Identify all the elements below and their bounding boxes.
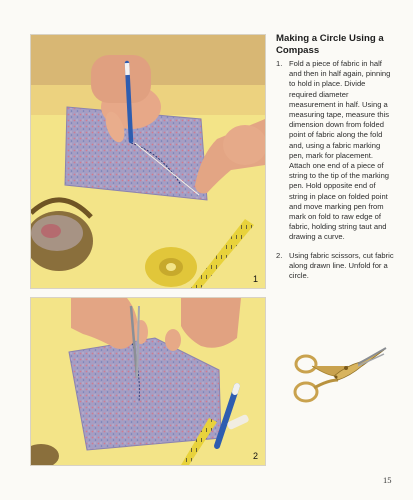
step-1: [276, 59, 394, 243]
instructions-column: [276, 33, 394, 281]
photo-step-1-image: [31, 35, 265, 288]
photo-step-2: [30, 297, 266, 466]
photo-step-2-image: [31, 298, 265, 465]
step-2: [276, 251, 394, 282]
photo-step-2-number: 2: [252, 451, 258, 461]
photo-step-1: [30, 34, 266, 289]
step-2-text: Using fabric scissors, cut fabric along drawn line. Unfold for a circle.: [289, 250, 394, 281]
page-number: 15: [383, 475, 392, 485]
section-heading: Making a Circle Using a Compass: [276, 33, 384, 56]
step-1-number: 1.: [276, 59, 283, 68]
steps-list: [276, 59, 394, 281]
photo-step-1-number: 1: [252, 274, 258, 284]
step-2-number: 2.: [276, 250, 283, 260]
stork-scissors-illustration: [276, 336, 388, 414]
step-1-text: Fold a piece of fabric in half and then in half again, pinning to hold in place. Divide required diameter measurement in half. Using a measuring tape, measure this dimension down from folded point of fabric along the fold and, using a fabric marking pen, mark for placement. Attach one end of a piece of string to the tip of the marking pen. Hold opposite end of string in place on folded point and move marking pen from mark on fold to raw edge of fabric, holding string taut and drawing a curve.: [289, 59, 391, 242]
stork-scissors-icon: [276, 336, 388, 414]
